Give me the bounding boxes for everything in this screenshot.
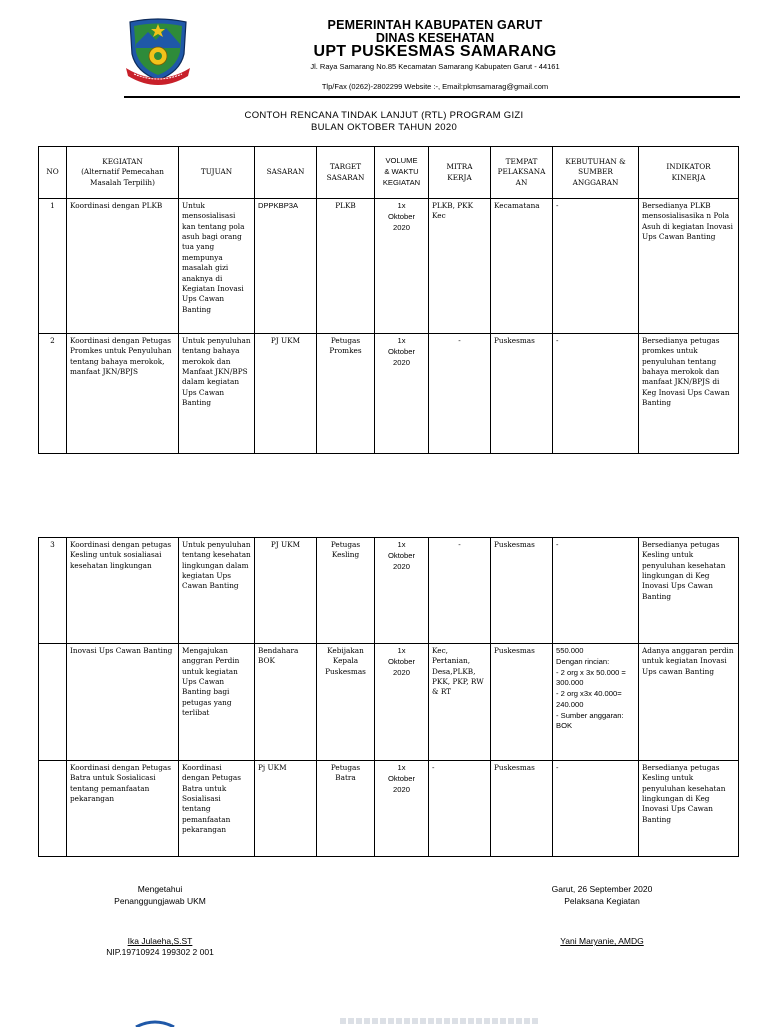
cell-kebutuhan: -	[553, 334, 639, 454]
table-header-row	[39, 147, 739, 199]
kabupaten-garut-logo	[122, 14, 194, 86]
cell-volume: 1x Oktober 2020	[375, 199, 429, 334]
cell-sasaran: Pj UKM	[255, 761, 317, 857]
cell-tujuan: Untuk penyuluhan tentang kesehatan lingkungan dalam kegiatan Ups Cawan Banting	[179, 538, 255, 644]
budget-item: - 2 org x 3x 50.000 = 300.000	[556, 667, 626, 688]
signature-right-role: Pelaksana Kegiatan	[564, 896, 640, 906]
cell-indikator: Bersedianya petugas promkes untuk penyuluhan tentang bahaya merokok dan manfaat JKN/BPJS di Keg Inovasi Ups Cawan Banting	[639, 334, 739, 454]
table-row	[39, 334, 739, 454]
cell-no: 1	[39, 199, 67, 334]
document-title: CONTOH RENCANA TINDAK LANJUT (RTL) PROGRAM GIZI	[244, 110, 524, 121]
cell-kegiatan: Koordinasi dengan PLKB	[67, 199, 179, 334]
cell-sasaran: DPPKBP3A	[255, 199, 317, 334]
cell-tempat: Kecamatana	[491, 199, 553, 334]
signature-left-name: Ika Julaeha,S.ST	[127, 936, 193, 946]
cell-kegiatan: Koordinasi dengan petugas Kesling untuk sosialiasai kesehatan lingkungan	[67, 538, 179, 644]
cell-tempat: Puskesmas	[491, 644, 553, 761]
col-tujuan: TUJUAN	[179, 147, 255, 199]
cell-kebutuhan: -	[553, 538, 639, 644]
table-row	[39, 644, 739, 761]
cell-volume: 1x Oktober 2020	[375, 538, 429, 644]
budget-item: - 2 org x3x 40.000= 240.000	[556, 689, 622, 709]
cell-tempat: Puskesmas	[491, 538, 553, 644]
col-tempat: TEMPAT PELAKSANA AN	[491, 147, 553, 199]
cell-tempat: Puskesmas	[491, 761, 553, 857]
cell-mitra: -	[429, 538, 491, 644]
rtl-table-page2	[38, 537, 739, 857]
cell-kegiatan: Inovasi Ups Cawan Banting	[67, 644, 179, 761]
cell-tujuan: Koordinasi dengan Petugas Batra untuk Sosialisasi tentang pemanfaatan pekarangan	[179, 761, 255, 857]
cell-mitra: Kec, Pertanian, Desa,PLKB, PKK, PKP, RW & RT	[429, 644, 491, 761]
signature-left-nip: NIP.19710924 199302 2 001	[106, 947, 214, 957]
signature-left-role: Penanggungjawab UKM	[114, 896, 206, 906]
table-row	[39, 199, 739, 334]
cell-indikator: Bersedianya petugas Kesling untuk penyuluhan kesehatan lingkungan di Keg Inovasi Ups Cawan Banting	[639, 761, 739, 857]
document-subtitle: BULAN OKTOBER TAHUN 2020	[310, 122, 458, 133]
cell-indikator: Bersedianya PLKB mensosialisasika n Pola Asuh di kegiatan Inovasi Ups Cawan Banting	[639, 199, 739, 334]
cell-mitra: -	[429, 334, 491, 454]
cell-indikator: Adanya anggaran perdin untuk kegiatan Inovasi Ups cawan Banting	[639, 644, 739, 761]
header-institution: UPT PUSKESMAS SAMARANG	[313, 43, 557, 60]
cell-no	[39, 644, 67, 761]
cell-mitra: PLKB, PKK Kec	[429, 199, 491, 334]
col-no: NO	[39, 147, 67, 199]
col-kegiatan: KEGIATAN (Alternatif Pemecahan Masalah Terpilih)	[67, 147, 179, 199]
header-divider	[124, 96, 740, 98]
cell-volume: 1x Oktober 2020	[375, 761, 429, 857]
cell-no: 2	[39, 334, 67, 454]
col-indikator: INDIKATOR KINERJA	[639, 147, 739, 199]
cell-sasaran: Bendahara BOK	[255, 644, 317, 761]
table-row	[39, 538, 739, 644]
col-sasaran: SASARAN	[255, 147, 317, 199]
col-volume: VOLUME & WAKTU KEGIATAN	[375, 147, 429, 199]
signature-left-caption: Mengetahui	[137, 884, 183, 894]
cell-no	[39, 761, 67, 857]
cell-target: Petugas Batra	[317, 761, 375, 857]
col-target: TARGET SASARAN	[317, 147, 375, 199]
cell-target: Petugas Kesling	[317, 538, 375, 644]
cell-volume: 1x Oktober 2020	[375, 334, 429, 454]
table-row	[39, 761, 739, 857]
cell-no: 3	[39, 538, 67, 644]
header-address: Jl. Raya Samarang No.85 Kecamatan Samarang Kabupaten Garut - 44161	[310, 62, 560, 71]
signature-right-name: Yani Maryanie, AMDG	[560, 936, 644, 946]
budget-total: 550.000 Dengan rincian:	[556, 646, 610, 666]
cell-tujuan: Untuk mensosialisasi kan tentang pola asuh bagi orang tua yang mempunya masalah gizi anaknya di Kegiatan Inovasi Ups Cawan Banting	[179, 199, 255, 334]
cell-kegiatan: Koordinasi dengan Petugas Promkes untuk Penyuluhan tentang bahaya merokok, manfaat JKN/BPJS	[67, 334, 179, 454]
cell-kebutuhan: -	[553, 761, 639, 857]
cell-kebutuhan: -	[553, 199, 639, 334]
cell-sasaran: PJ UKM	[255, 538, 317, 644]
signature-left	[70, 884, 250, 957]
cell-kegiatan: Koordinasi dengan Petugas Batra untuk Sosialicasi tentang pemanfaatan pekarangan	[67, 761, 179, 857]
cell-indikator: Bersedianya petugas Kesling untuk penyuluhan kesehatan lingkungan di Keg Inovasi Ups Cawan Banting	[639, 538, 739, 644]
col-kebutuhan: KEBUTUHAN & SUMBER ANGGARAN	[553, 147, 639, 199]
col-mitra: MITRA KERJA	[429, 147, 491, 199]
cell-sasaran: PJ UKM	[255, 334, 317, 454]
header-agency: DINAS KESEHATAN	[375, 31, 495, 45]
header-contact: Tlp/Fax (0262)-2802299 Website :-, Email:pkmsamarag@gmail.com	[321, 82, 549, 91]
cell-tempat: Puskesmas	[491, 334, 553, 454]
cell-tujuan: Untuk penyuluhan tentang bahaya merokok dan Manfaat JKN/BPS dalam kegiatan Ups Cawan Banting	[179, 334, 255, 454]
cell-mitra: -	[429, 761, 491, 857]
rtl-table-page1	[38, 146, 739, 454]
cell-target: Kebijakan Kepala Puskesmas	[317, 644, 375, 761]
next-page-header-fragment	[340, 1018, 540, 1024]
cell-tujuan: Mengajukan anggran Perdin untuk kegiatan Ups Cawan Banting bagi petugas yang terlibat	[179, 644, 255, 761]
cell-kebutuhan	[553, 644, 639, 761]
signature-right-date: Garut, 26 September 2020	[551, 884, 653, 894]
budget-item: - Sumber anggaran: BOK	[556, 710, 624, 731]
header-government: PEMERINTAH KABUPATEN GARUT	[327, 18, 543, 32]
cell-volume: 1x Oktober 2020	[375, 644, 429, 761]
next-page-logo-fragment	[132, 1015, 178, 1027]
cell-target: PLKB	[317, 199, 375, 334]
cell-target: Petugas Promkes	[317, 334, 375, 454]
signature-right	[502, 884, 702, 946]
